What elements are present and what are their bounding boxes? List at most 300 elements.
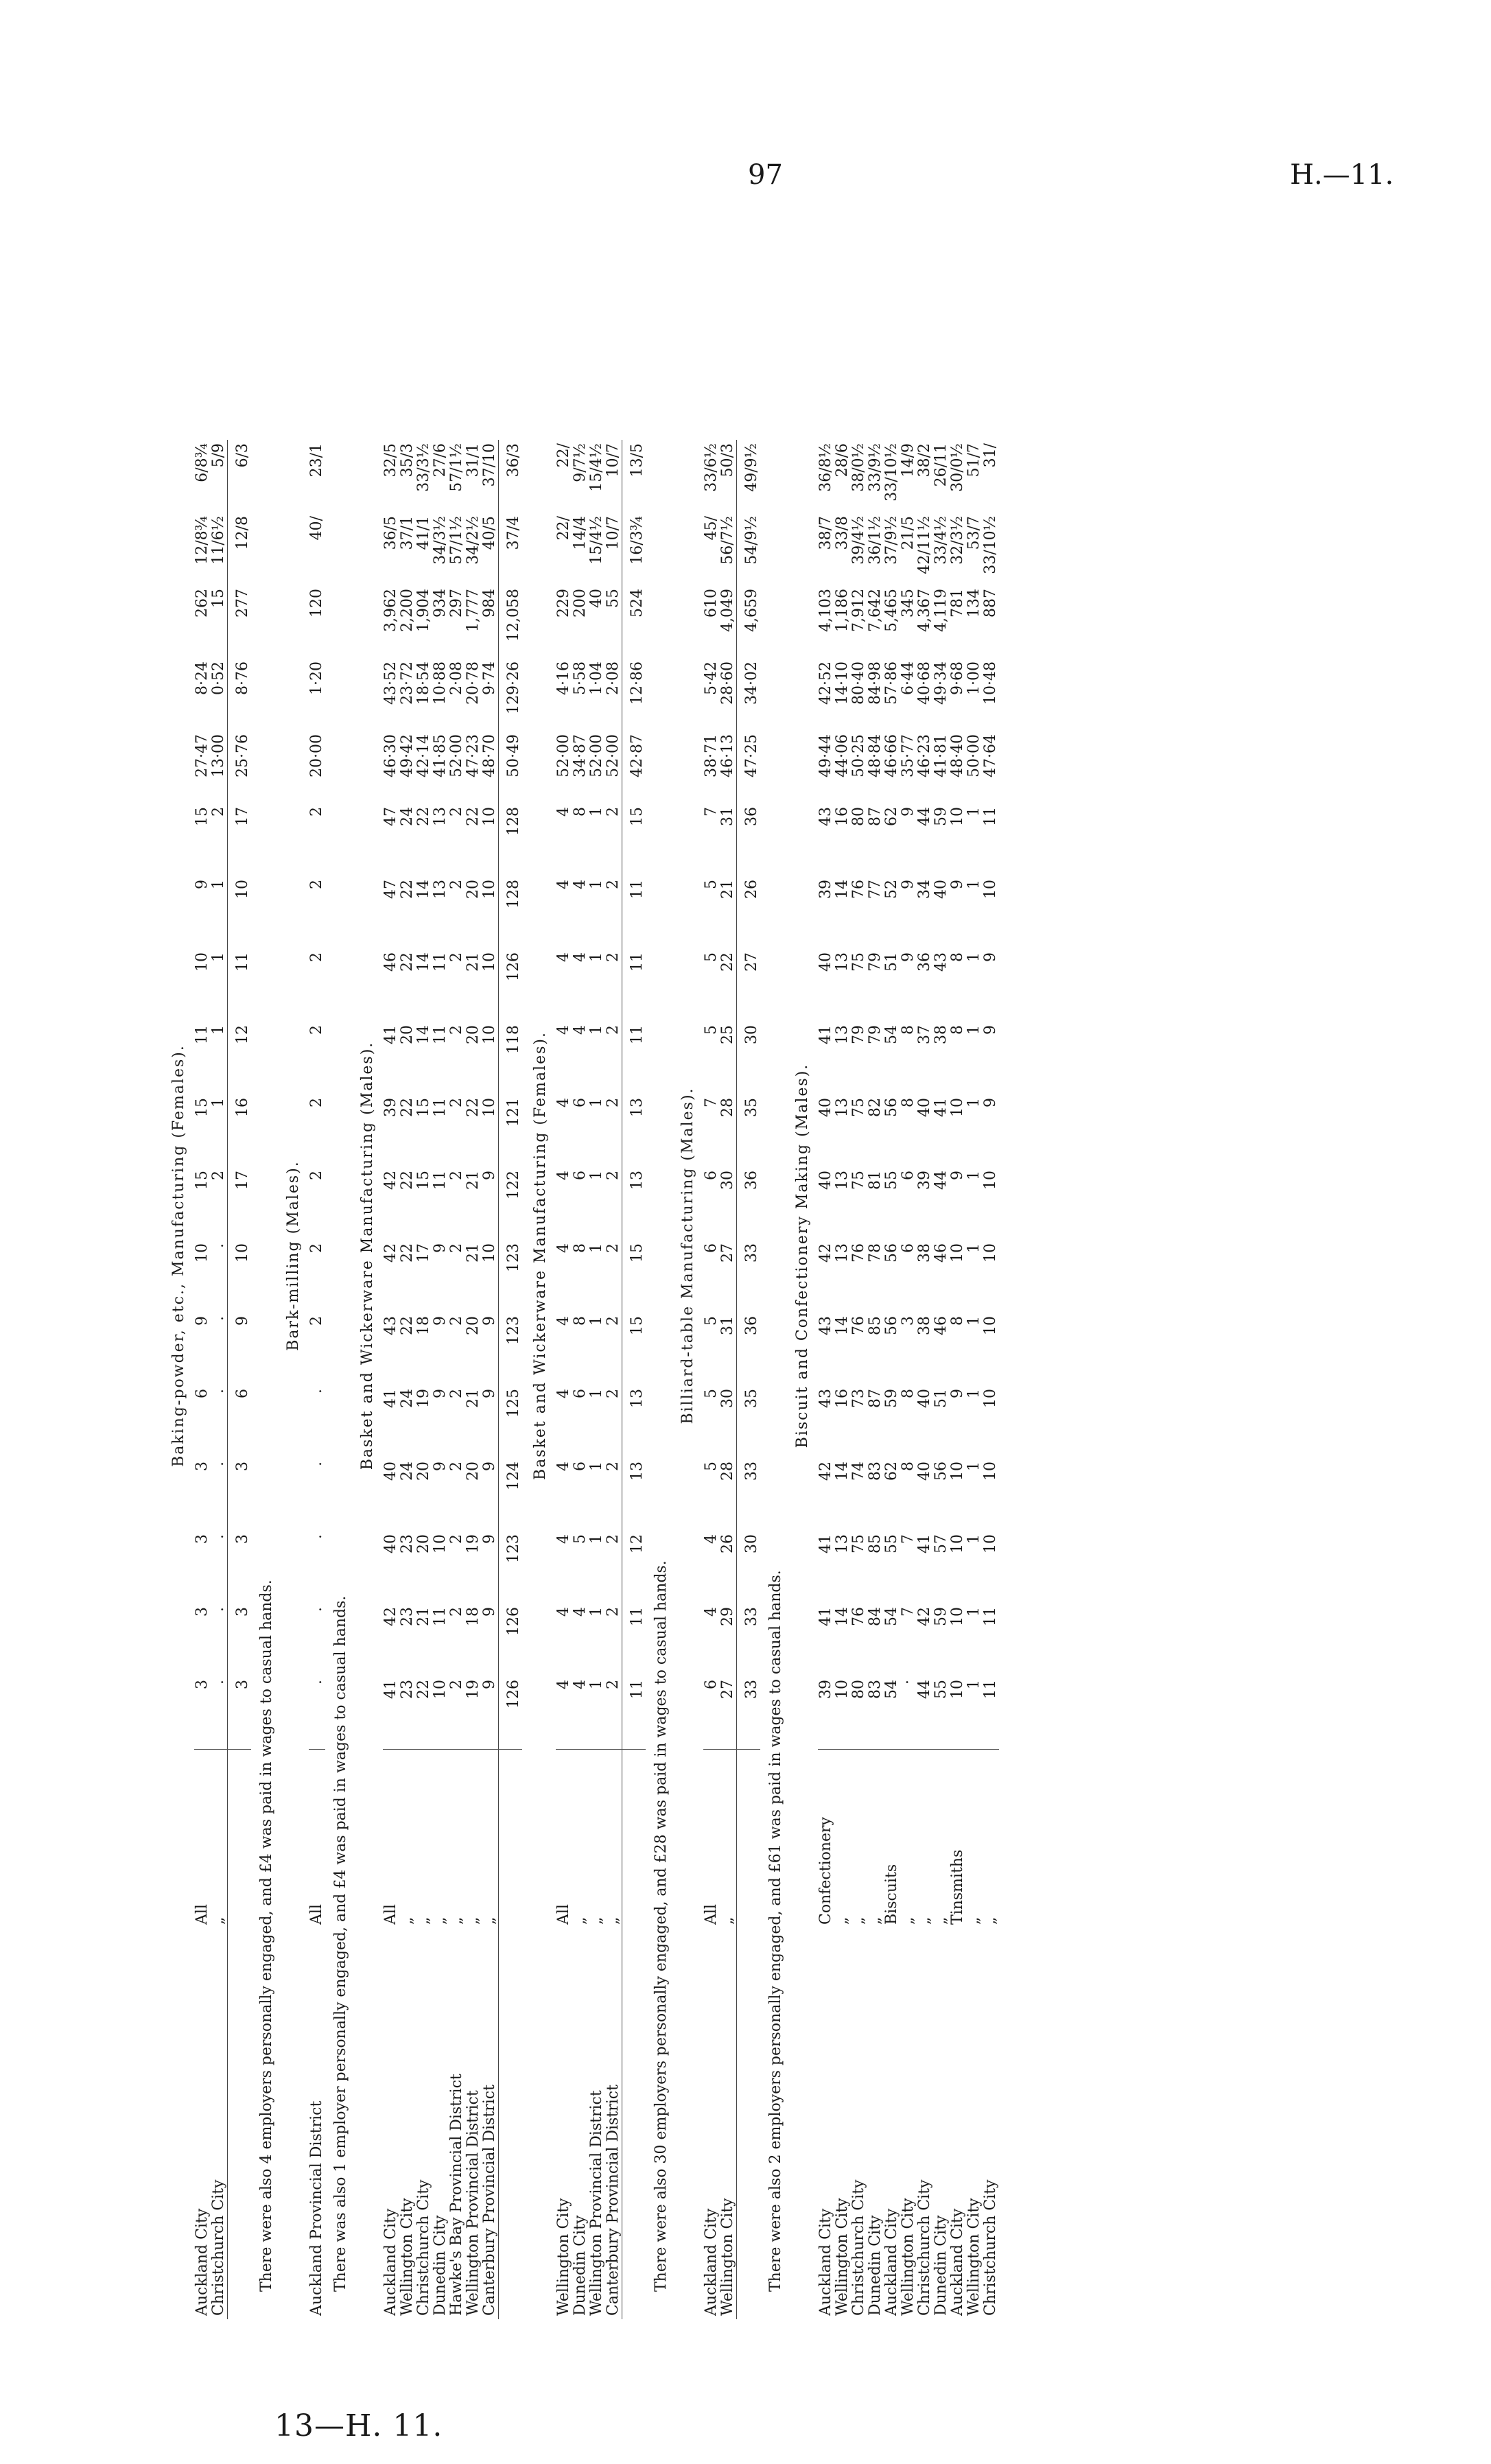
value-cell: 22 bbox=[399, 1098, 416, 1117]
district-cell: Auckland City bbox=[193, 2208, 211, 2316]
value-cell: 54 bbox=[883, 1025, 900, 1044]
total-cell: 15 bbox=[622, 1240, 646, 1313]
value-cell: 16 bbox=[834, 1389, 851, 1408]
value-cell: 75 bbox=[850, 1534, 867, 1553]
value-cell: 33/6½ bbox=[703, 443, 720, 492]
value-cell: 6·44 bbox=[900, 661, 917, 695]
value-cell: 10/7 bbox=[604, 443, 622, 478]
value-cell: 40/5 bbox=[481, 516, 498, 550]
trade-cell: „ bbox=[983, 1750, 999, 1929]
total-cell: 12 bbox=[622, 1531, 646, 1604]
value-cell: 9 bbox=[900, 952, 917, 962]
value-cell: 59 bbox=[932, 807, 950, 826]
value-cell: 6 bbox=[900, 1171, 917, 1180]
district-cell: Wellington Provincial District bbox=[465, 2090, 482, 2316]
value-cell: 9/7½ bbox=[572, 443, 589, 482]
value-cell: 55 bbox=[883, 1534, 900, 1553]
section-note: There were also 30 employers personally engaged, and £28 was paid in wages to casual hands. bbox=[653, 1560, 670, 2292]
value-cell: 37 bbox=[916, 1025, 933, 1044]
table-row bbox=[211, 440, 228, 2319]
value-cell: 20 bbox=[465, 1025, 482, 1044]
value-cell: 14 bbox=[834, 1607, 851, 1626]
value-cell: 22 bbox=[719, 952, 736, 972]
value-cell: 34/3½ bbox=[432, 516, 449, 565]
value-cell: . bbox=[210, 1389, 227, 1394]
value-cell: 10 bbox=[481, 880, 498, 899]
value-cell: 13 bbox=[834, 1025, 851, 1044]
value-cell: 5 bbox=[572, 1534, 589, 1544]
total-cell: 15 bbox=[622, 1313, 646, 1385]
value-cell: 6/8¾ bbox=[193, 443, 211, 482]
value-cell: . bbox=[210, 1462, 227, 1466]
value-cell: 3 bbox=[193, 1607, 211, 1617]
trade-cell: „ bbox=[900, 1750, 917, 1929]
value-cell: 41/1 bbox=[415, 516, 432, 550]
value-cell: 7 bbox=[703, 807, 720, 817]
value-cell: 27·47 bbox=[193, 734, 211, 777]
value-cell: 47 bbox=[382, 807, 399, 826]
value-cell: 21 bbox=[719, 880, 736, 899]
trade-cell: All bbox=[194, 1750, 211, 1929]
value-cell: 75 bbox=[850, 1098, 867, 1117]
value-cell: 1 bbox=[588, 952, 605, 962]
value-cell: 1 bbox=[965, 1680, 983, 1689]
value-cell: 1 bbox=[588, 1462, 605, 1471]
district-cell: Christchurch City bbox=[210, 2179, 227, 2316]
value-cell: 11 bbox=[432, 1171, 449, 1190]
value-cell: 10 bbox=[949, 1534, 966, 1553]
value-cell: 5 bbox=[703, 1316, 720, 1326]
value-cell: 39/4½ bbox=[850, 516, 867, 565]
value-cell: 20 bbox=[399, 1025, 416, 1044]
total-cell: 30 bbox=[737, 1022, 761, 1094]
wages-table bbox=[703, 440, 760, 2319]
value-cell: 9 bbox=[481, 1607, 498, 1617]
value-cell: 31 bbox=[719, 807, 736, 826]
value-cell: 5·58 bbox=[572, 661, 589, 695]
value-cell: 15 bbox=[415, 1098, 432, 1117]
value-cell: 10 bbox=[193, 952, 211, 972]
value-cell: 9 bbox=[481, 1534, 498, 1544]
value-cell: 7 bbox=[703, 1098, 720, 1107]
value-cell: 37/10 bbox=[481, 443, 498, 487]
district-cell: Hawke's Bay Provincial District bbox=[448, 2074, 465, 2316]
value-cell: 1 bbox=[965, 1607, 983, 1617]
value-cell: 47·64 bbox=[982, 734, 999, 777]
value-cell: 43 bbox=[932, 952, 950, 972]
value-cell: 10 bbox=[481, 952, 498, 972]
value-cell: 44 bbox=[916, 807, 933, 826]
value-cell: 80·40 bbox=[850, 661, 867, 705]
value-cell: 31/1 bbox=[465, 443, 482, 478]
total-cell: 124 bbox=[499, 1458, 523, 1531]
table-row bbox=[720, 440, 737, 2319]
value-cell: 2 bbox=[308, 880, 325, 889]
value-cell: 22 bbox=[465, 807, 482, 826]
value-cell: 1 bbox=[965, 1462, 983, 1471]
value-cell: 2 bbox=[308, 1025, 325, 1035]
trade-cell: „ bbox=[851, 1750, 867, 1929]
value-cell: 11 bbox=[432, 1607, 449, 1626]
total-cell: 16 bbox=[228, 1094, 252, 1167]
value-cell: 1 bbox=[210, 1025, 227, 1035]
value-cell: 21 bbox=[465, 1171, 482, 1190]
total-cell: 27 bbox=[737, 949, 761, 1022]
total-cell: 13 bbox=[622, 1458, 646, 1531]
total-cell: 126 bbox=[499, 1676, 523, 1750]
value-cell: 79 bbox=[850, 1025, 867, 1044]
value-cell: 8 bbox=[572, 1316, 589, 1326]
value-cell: 83 bbox=[867, 1680, 884, 1699]
value-cell: 76 bbox=[850, 1607, 867, 1626]
value-cell: 14·10 bbox=[834, 661, 851, 705]
value-cell: 2 bbox=[308, 1316, 325, 1326]
value-cell: 44·06 bbox=[834, 734, 851, 777]
value-cell: 1,777 bbox=[465, 589, 482, 632]
table-row bbox=[818, 440, 834, 2319]
value-cell: 41 bbox=[382, 1025, 399, 1044]
total-cell: 3 bbox=[228, 1604, 252, 1676]
value-cell: 10 bbox=[432, 1680, 449, 1699]
value-cell: 8 bbox=[900, 1389, 917, 1398]
table-row bbox=[900, 440, 917, 2319]
table-row bbox=[834, 440, 851, 2319]
value-cell: 44 bbox=[916, 1680, 933, 1699]
total-cell: 36 bbox=[737, 1313, 761, 1385]
value-cell: 80 bbox=[850, 1680, 867, 1699]
value-cell: 4 bbox=[555, 1171, 572, 1180]
value-cell: 8·24 bbox=[193, 661, 211, 695]
value-cell: 59 bbox=[883, 1389, 900, 1408]
value-cell: 1 bbox=[965, 1534, 983, 1544]
value-cell: 1 bbox=[588, 1389, 605, 1398]
trade-cell: „ bbox=[917, 1750, 933, 1929]
value-cell: 4 bbox=[555, 1243, 572, 1253]
value-cell: 27 bbox=[719, 1243, 736, 1263]
value-cell: 35·77 bbox=[900, 734, 917, 777]
value-cell: 4,119 bbox=[932, 589, 950, 632]
total-cell: 36/3 bbox=[499, 440, 523, 513]
total-cell: 6/3 bbox=[228, 440, 252, 513]
value-cell: 74 bbox=[850, 1462, 867, 1481]
value-cell: 9 bbox=[432, 1243, 449, 1253]
value-cell: 22 bbox=[399, 1316, 416, 1335]
value-cell: 40 bbox=[817, 1098, 834, 1117]
value-cell: 10 bbox=[982, 1171, 999, 1190]
value-cell: 9 bbox=[193, 1316, 211, 1326]
value-cell: 2 bbox=[308, 1171, 325, 1180]
trade-cell: All bbox=[556, 1750, 572, 1929]
total-cell: 13 bbox=[622, 1385, 646, 1458]
value-cell: 9 bbox=[193, 880, 211, 889]
value-cell: 24 bbox=[399, 1389, 416, 1408]
value-cell: 9 bbox=[900, 880, 917, 889]
total-cell: 126 bbox=[499, 1604, 523, 1676]
value-cell: 2 bbox=[448, 1316, 465, 1326]
value-cell: 13 bbox=[432, 880, 449, 899]
value-cell: 2 bbox=[448, 1098, 465, 1107]
trade-cell: „ bbox=[482, 1750, 499, 1929]
value-cell: 1 bbox=[588, 1025, 605, 1035]
total-cell: 13/5 bbox=[622, 440, 646, 513]
value-cell: 38 bbox=[932, 1025, 950, 1044]
value-cell: 4 bbox=[572, 880, 589, 889]
value-cell: 229 bbox=[555, 589, 572, 618]
value-cell: 9 bbox=[481, 1462, 498, 1471]
district-cell: Wellington Provincial District bbox=[588, 2090, 605, 2316]
value-cell: 40 bbox=[817, 952, 834, 972]
value-cell: 20 bbox=[465, 1462, 482, 1481]
value-cell: 27/6 bbox=[432, 443, 449, 478]
value-cell: 4 bbox=[555, 1389, 572, 1398]
value-cell: 22/ bbox=[555, 516, 572, 541]
table-row bbox=[851, 440, 867, 2319]
value-cell: 56/7½ bbox=[719, 516, 736, 565]
value-cell: . bbox=[308, 1607, 325, 1612]
value-cell: 50·00 bbox=[965, 734, 983, 777]
district-cell: Wellington City bbox=[965, 2198, 983, 2316]
value-cell: 11 bbox=[432, 1025, 449, 1044]
value-cell: 82 bbox=[867, 1098, 884, 1117]
value-cell: 7,642 bbox=[867, 589, 884, 632]
value-cell: 41 bbox=[916, 1534, 933, 1553]
value-cell: 43·52 bbox=[382, 661, 399, 705]
value-cell: 30 bbox=[719, 1389, 736, 1408]
value-cell: 26/11 bbox=[932, 443, 950, 487]
value-cell: 297 bbox=[448, 589, 465, 618]
value-cell: 30/0½ bbox=[949, 443, 966, 492]
value-cell: 2 bbox=[448, 1534, 465, 1544]
value-cell: . bbox=[210, 1243, 227, 1248]
trade-cell: „ bbox=[449, 1750, 465, 1929]
value-cell: 7,912 bbox=[850, 589, 867, 632]
value-cell: 52 bbox=[883, 880, 900, 899]
value-cell: 5 bbox=[703, 1389, 720, 1398]
value-cell: 30 bbox=[719, 1171, 736, 1190]
value-cell: 40 bbox=[382, 1534, 399, 1553]
value-cell: 79 bbox=[867, 952, 884, 972]
value-cell: 10 bbox=[949, 807, 966, 826]
table-row bbox=[983, 440, 999, 2319]
value-cell: 10 bbox=[481, 1025, 498, 1044]
value-cell: 15/4½ bbox=[588, 443, 605, 492]
value-cell: 22/ bbox=[555, 443, 572, 468]
district-cell: Auckland City bbox=[382, 2208, 399, 2316]
total-cell: 35 bbox=[737, 1094, 761, 1167]
value-cell: 8 bbox=[572, 1243, 589, 1253]
trade-cell: „ bbox=[966, 1750, 983, 1929]
value-cell: 9 bbox=[481, 1680, 498, 1689]
value-cell: 10 bbox=[949, 1098, 966, 1117]
value-cell: 14/4 bbox=[572, 516, 589, 550]
table-row bbox=[589, 440, 605, 2319]
value-cell: 32/3½ bbox=[949, 516, 966, 565]
value-cell: 11 bbox=[432, 952, 449, 972]
section-3 bbox=[532, 192, 670, 2319]
value-cell: 38 bbox=[916, 1243, 933, 1263]
table-row bbox=[933, 440, 950, 2319]
value-cell: 15 bbox=[193, 1098, 211, 1117]
value-cell: 4 bbox=[572, 1607, 589, 1617]
total-cell: 36 bbox=[737, 803, 761, 876]
value-cell: 2 bbox=[308, 1098, 325, 1107]
value-cell: 1 bbox=[588, 807, 605, 817]
value-cell: 9 bbox=[982, 1025, 999, 1035]
value-cell: 8 bbox=[949, 1316, 966, 1326]
value-cell: 3 bbox=[900, 1316, 917, 1326]
section-title: Basket and Wickerware Manufacturing (Males). bbox=[359, 1041, 376, 1470]
value-cell: 4 bbox=[703, 1534, 720, 1544]
value-cell: 28 bbox=[719, 1098, 736, 1117]
value-cell: 6 bbox=[572, 1389, 589, 1398]
value-cell: 1 bbox=[965, 1171, 983, 1180]
value-cell: 10·48 bbox=[982, 661, 999, 705]
district-cell: Wellington City bbox=[900, 2198, 917, 2316]
value-cell: 2 bbox=[604, 1534, 622, 1544]
value-cell: 4,049 bbox=[719, 589, 736, 632]
value-cell: 2 bbox=[604, 1316, 622, 1326]
wages-table bbox=[194, 440, 251, 2319]
total-cell: 34·02 bbox=[737, 658, 761, 731]
value-cell: 16 bbox=[834, 807, 851, 826]
total-cell: 17 bbox=[228, 1167, 252, 1240]
district-cell: Auckland City bbox=[883, 2208, 900, 2316]
value-cell: 42 bbox=[817, 1462, 834, 1481]
value-cell: 15 bbox=[415, 1171, 432, 1190]
total-cell: 128 bbox=[499, 803, 523, 876]
table-row bbox=[465, 440, 482, 2319]
district-cell: Wellington City bbox=[399, 2198, 416, 2316]
value-cell: 13·00 bbox=[210, 734, 227, 777]
value-cell: 87 bbox=[867, 807, 884, 826]
value-cell: 2 bbox=[210, 807, 227, 817]
value-cell: 1 bbox=[588, 1607, 605, 1617]
total-cell: 33 bbox=[737, 1604, 761, 1676]
value-cell: 2,200 bbox=[399, 589, 416, 632]
value-cell: 76 bbox=[850, 880, 867, 899]
value-cell: 4 bbox=[555, 1025, 572, 1035]
value-cell: 2 bbox=[448, 952, 465, 962]
value-cell: 2 bbox=[604, 1462, 622, 1471]
value-cell: 28·60 bbox=[719, 661, 736, 705]
value-cell: 21 bbox=[465, 1243, 482, 1263]
value-cell: 2 bbox=[604, 1098, 622, 1107]
value-cell: 11 bbox=[982, 1680, 999, 1699]
value-cell: 262 bbox=[193, 589, 211, 618]
total-cell: 13 bbox=[622, 1167, 646, 1240]
value-cell: 55 bbox=[932, 1680, 950, 1699]
value-cell: 18 bbox=[465, 1607, 482, 1626]
value-cell: 9 bbox=[949, 1171, 966, 1180]
value-cell: 1·00 bbox=[965, 661, 983, 695]
document-reference: H.—11. bbox=[1290, 159, 1394, 191]
value-cell: 38/7 bbox=[817, 516, 834, 550]
value-cell: 2 bbox=[448, 807, 465, 817]
trade-cell: „ bbox=[605, 1750, 622, 1929]
value-cell: 14 bbox=[415, 880, 432, 899]
value-cell: 41 bbox=[382, 1389, 399, 1408]
value-cell: 2 bbox=[448, 880, 465, 889]
value-cell: 31/ bbox=[982, 443, 999, 468]
value-cell: . bbox=[308, 1462, 325, 1466]
value-cell: 6 bbox=[703, 1680, 720, 1689]
section-note: There were also 2 employers personally engaged, and £61 was paid in wages to casual hands. bbox=[767, 1570, 784, 2292]
value-cell: 20 bbox=[465, 1316, 482, 1335]
value-cell: 33/8 bbox=[834, 516, 851, 550]
value-cell: 22 bbox=[399, 1171, 416, 1190]
value-cell: 2 bbox=[448, 1243, 465, 1253]
value-cell: 83 bbox=[867, 1462, 884, 1481]
total-cell: 524 bbox=[622, 585, 646, 658]
table-row bbox=[966, 440, 983, 2319]
value-cell: 2 bbox=[448, 1025, 465, 1035]
value-cell: 5 bbox=[703, 880, 720, 889]
value-cell: 0·52 bbox=[210, 661, 227, 695]
value-cell: 4 bbox=[555, 807, 572, 817]
value-cell: 1 bbox=[965, 1389, 983, 1398]
value-cell: 42/11½ bbox=[916, 516, 933, 574]
value-cell: 77 bbox=[867, 880, 884, 899]
value-cell: 2·08 bbox=[604, 661, 622, 695]
value-cell: 4 bbox=[555, 1462, 572, 1471]
total-cell: 33 bbox=[737, 1240, 761, 1313]
table-row bbox=[194, 440, 211, 2319]
table-row bbox=[383, 440, 399, 2319]
value-cell: 28 bbox=[719, 1462, 736, 1481]
value-cell: 3 bbox=[193, 1462, 211, 1471]
value-cell: 610 bbox=[703, 589, 720, 618]
value-cell: 20 bbox=[465, 880, 482, 899]
value-cell: . bbox=[210, 1607, 227, 1612]
total-cell: 12,058 bbox=[499, 585, 523, 658]
total-row bbox=[737, 440, 761, 2319]
value-cell: 79 bbox=[867, 1025, 884, 1044]
value-cell: . bbox=[210, 1534, 227, 1539]
wages-table bbox=[309, 440, 325, 2319]
total-cell: 3 bbox=[228, 1676, 252, 1750]
value-cell: 11 bbox=[982, 1607, 999, 1626]
value-cell: 200 bbox=[572, 589, 589, 618]
value-cell: 1·04 bbox=[588, 661, 605, 695]
value-cell: 28/6 bbox=[834, 443, 851, 478]
value-cell: 8 bbox=[900, 1025, 917, 1035]
district-cell: Auckland City bbox=[703, 2208, 720, 2316]
value-cell: 2 bbox=[604, 1243, 622, 1253]
value-cell: 4 bbox=[555, 1607, 572, 1617]
value-cell: 25 bbox=[719, 1025, 736, 1044]
value-cell: 5/9 bbox=[210, 443, 227, 468]
value-cell: 9 bbox=[982, 1098, 999, 1107]
total-cell: 10 bbox=[228, 876, 252, 949]
value-cell: 73 bbox=[850, 1389, 867, 1408]
value-cell: 36/5 bbox=[382, 516, 399, 550]
section-title: Baking-powder, etc., Manufacturing (Females). bbox=[170, 1044, 187, 1467]
value-cell: 10/7 bbox=[604, 516, 622, 550]
total-cell: 9 bbox=[228, 1313, 252, 1385]
value-cell: 1 bbox=[210, 952, 227, 962]
value-cell: 36/8½ bbox=[817, 443, 834, 492]
total-cell: 123 bbox=[499, 1531, 523, 1604]
value-cell: 1 bbox=[965, 1316, 983, 1326]
value-cell: 1 bbox=[965, 952, 983, 962]
total-row bbox=[622, 440, 646, 2319]
value-cell: 2 bbox=[448, 1389, 465, 1398]
value-cell: 40 bbox=[916, 1098, 933, 1117]
value-cell: 42 bbox=[382, 1171, 399, 1190]
value-cell: 39 bbox=[817, 1680, 834, 1699]
value-cell: 134 bbox=[965, 589, 983, 618]
district-cell: Dunedin City bbox=[572, 2215, 589, 2316]
